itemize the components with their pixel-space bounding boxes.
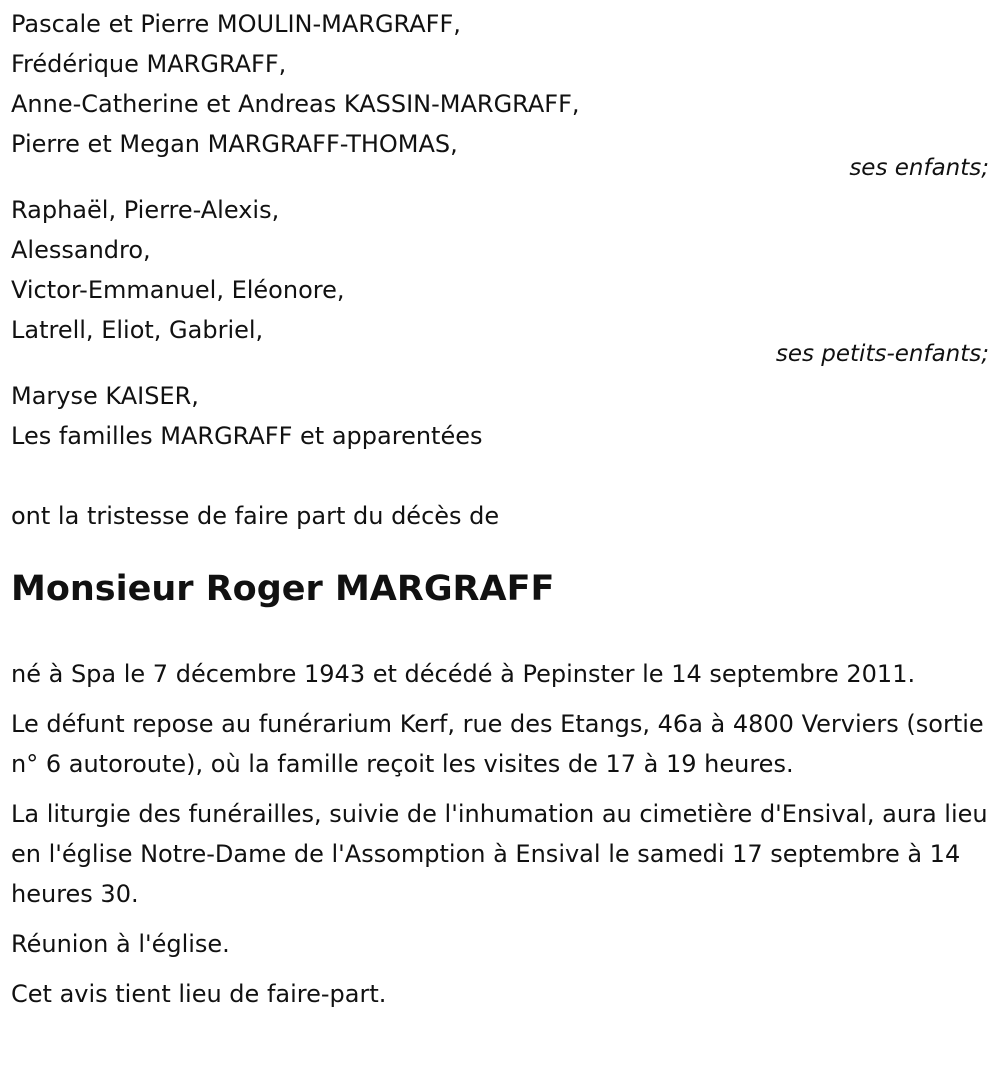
birth-death-dates: né à Spa le 7 décembre 1943 et décédé à Pepinster le 14 septembre 2011. bbox=[11, 660, 916, 688]
liturgy-info: La liturgie des funérailles, suivie de l'inhumation au cimetière d'Ensival, aura lieu en l'église Notre-Dame de l'Assomption à Ensival le samedi 17 septembre à 14 heures 30. bbox=[11, 800, 988, 908]
announcement-intro: ont la tristesse de faire part du décès de bbox=[11, 502, 500, 530]
family-line: Anne-Catherine et Andreas KASSIN-MARGRAFF, bbox=[11, 90, 580, 118]
grandchildren-group bbox=[11, 190, 989, 366]
family-line: Latrell, Eliot, Gabriel, bbox=[11, 316, 264, 344]
family-line: Maryse KAISER, bbox=[11, 382, 199, 410]
meeting-info: Réunion à l'église. bbox=[11, 930, 230, 958]
deceased-name: Monsieur Roger MARGRAFF bbox=[11, 569, 555, 609]
others-group bbox=[11, 376, 989, 456]
family-line: Raphaël, Pierre-Alexis, bbox=[11, 196, 280, 224]
family-line: Pascale et Pierre MOULIN-MARGRAFF, bbox=[11, 10, 461, 38]
family-line: Alessandro, bbox=[11, 236, 151, 264]
notice-info: Cet avis tient lieu de faire-part. bbox=[11, 980, 387, 1008]
family-line: Frédérique MARGRAFF, bbox=[11, 50, 287, 78]
family-line: Victor-Emmanuel, Eléonore, bbox=[11, 276, 345, 304]
obituary-notice bbox=[11, 0, 989, 1014]
children-group bbox=[11, 0, 989, 180]
role-label-children: ses enfants; bbox=[849, 155, 989, 181]
role-label-grandchildren: ses petits-enfants; bbox=[775, 341, 989, 367]
family-line: Pierre et Megan MARGRAFF-THOMAS, bbox=[11, 130, 458, 158]
spacer bbox=[11, 456, 989, 496]
family-line: Les familles MARGRAFF et apparentées bbox=[11, 422, 483, 450]
funerarium-info: Le défunt repose au funérarium Kerf, rue des Etangs, 46a à 4800 Verviers (sortie n° 6 autoroute), où la famille reçoit les visites de 17 à 19 heures. bbox=[11, 710, 984, 778]
